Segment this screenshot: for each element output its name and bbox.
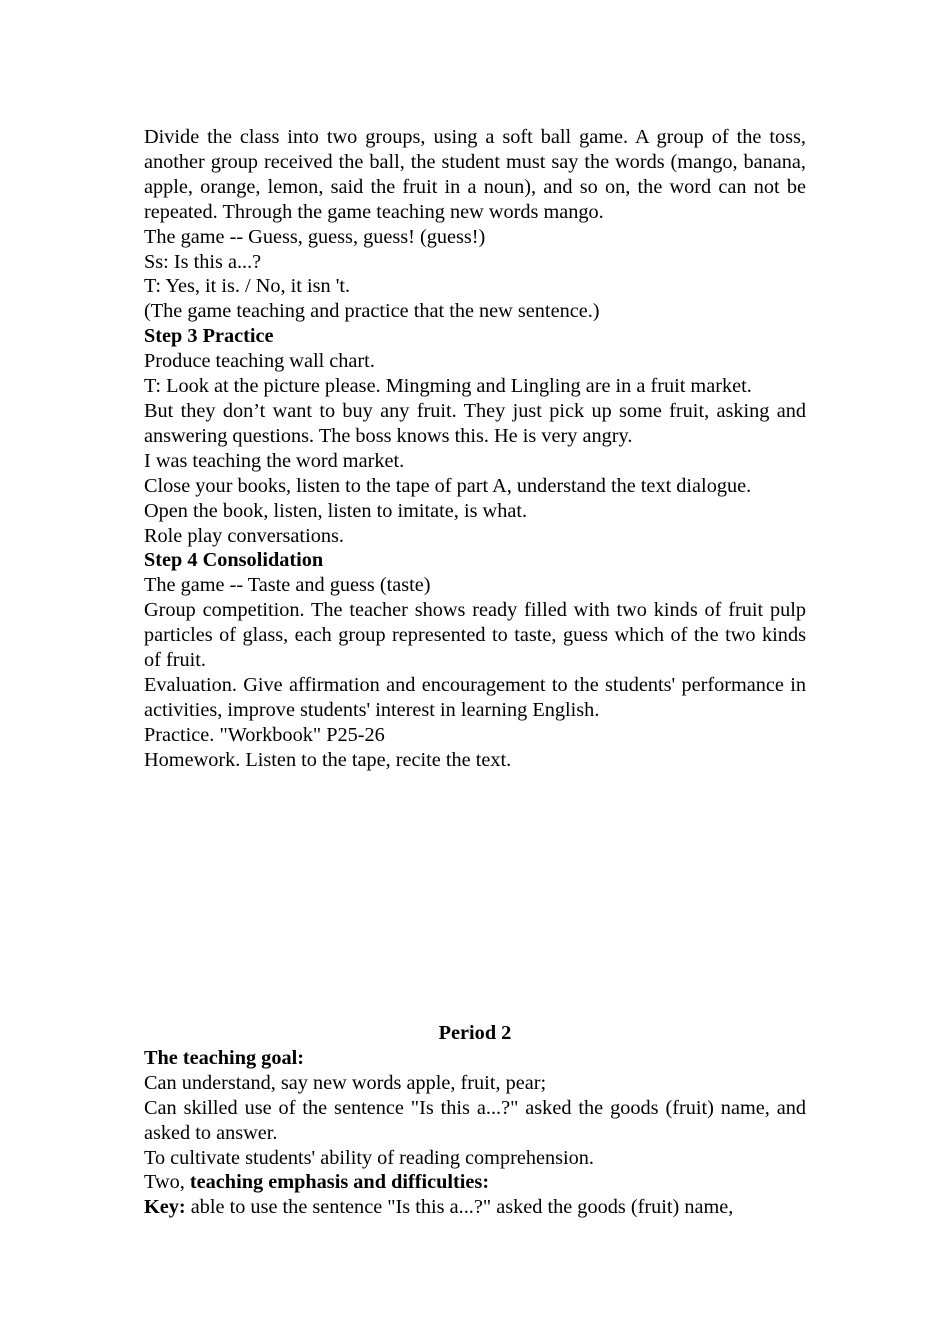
lesson-section-one bbox=[144, 125, 806, 773]
paragraph-close-books: Close your books, listen to the tape of part A, understand the text dialogue. bbox=[144, 474, 752, 497]
paragraph-evaluation: Evaluation. Give affirmation and encouragement to the students' performance in activities, improve students' interest in learning English. bbox=[144, 673, 806, 721]
key-text: able to use the sentence "Is this a...?" asked the goods (fruit) name, bbox=[185, 1196, 734, 1219]
paragraph-ss-question: Ss: Is this a...? bbox=[144, 250, 262, 273]
goal-item-3: To cultivate students' ability of reading comprehension. bbox=[144, 1146, 594, 1169]
goal-item-1: Can understand, say new words apple, fruit, pear; bbox=[144, 1071, 547, 1094]
paragraph-wall-chart: Produce teaching wall chart. bbox=[144, 350, 375, 373]
paragraph-practice: Practice. "Workbook" P25-26 bbox=[144, 723, 385, 746]
paragraph-guess-game: The game -- Guess, guess, guess! (guess!) bbox=[144, 225, 486, 248]
step3-heading: Step 3 Practice bbox=[144, 325, 274, 348]
paragraph-t-look: T: Look at the picture please. Mingming and Lingling are in a fruit market. bbox=[144, 375, 752, 398]
period-title: Period 2 bbox=[438, 1022, 512, 1044]
lesson-section-two bbox=[144, 1021, 806, 1220]
paragraph-homework: Homework. Listen to the tape, recite the text. bbox=[144, 748, 512, 771]
key-line bbox=[144, 1195, 806, 1220]
teaching-goal-heading: The teaching goal: bbox=[144, 1046, 304, 1069]
key-label: Key: bbox=[144, 1196, 186, 1219]
paragraph-word-market: I was teaching the word market. bbox=[144, 449, 405, 472]
goal-item-2: Can skilled use of the sentence "Is this a...?" asked the goods (fruit) name, and asked to answer. bbox=[144, 1096, 806, 1144]
emphasis-line bbox=[144, 1170, 806, 1195]
paragraph-open-book: Open the book, listen, listen to imitate, is what. bbox=[144, 499, 528, 522]
paragraph-buy-fruit: But they don’t want to buy any fruit. They just pick up some fruit, asking and answering questions. The boss knows this. He is very angry. bbox=[144, 399, 806, 447]
step4-heading: Step 4 Consolidation bbox=[144, 549, 324, 572]
paragraph-t-answer: T: Yes, it is. / No, it isn 't. bbox=[144, 275, 351, 298]
emphasis-prefix: Two, bbox=[144, 1171, 190, 1194]
paragraph-ball-game: Divide the class into two groups, using a soft ball game. A group of the toss, another group received the ball, the student must say the words (mango, banana, apple, orange, lemon, said the fruit in a noun), and so on, the word can not be repeated. Through the game teaching new words mango. bbox=[144, 126, 806, 223]
paragraph-taste-game: The game -- Taste and guess (taste) bbox=[144, 574, 431, 597]
paragraph-group-competition: Group competition. The teacher shows ready filled with two kinds of fruit pulp particles of glass, each group represented to taste, guess which of the two kinds of fruit. bbox=[144, 599, 806, 672]
paragraph-role-play: Role play conversations. bbox=[144, 524, 344, 547]
emphasis-heading: teaching emphasis and difficulties: bbox=[189, 1171, 490, 1194]
paragraph-game-note: (The game teaching and practice that the new sentence.) bbox=[144, 300, 600, 323]
